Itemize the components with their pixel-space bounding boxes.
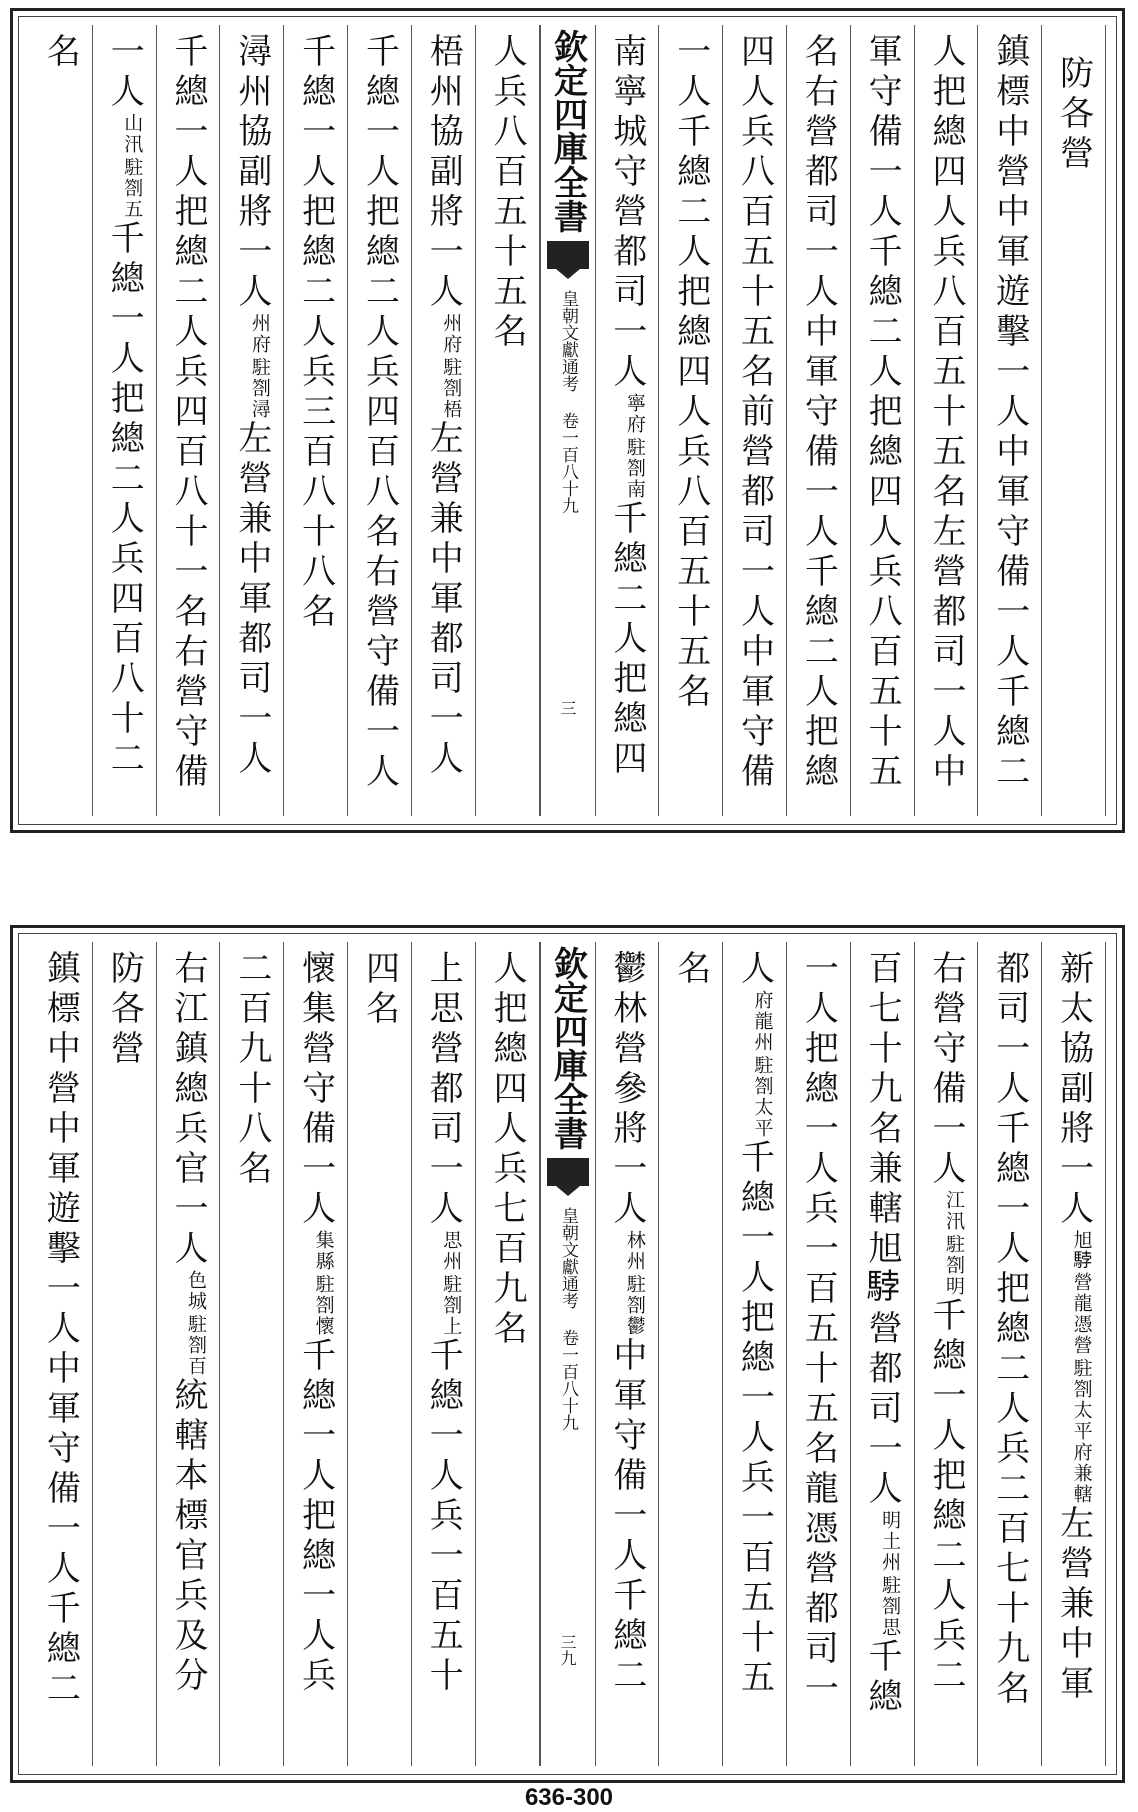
annotation-line: 色城 (185, 1270, 208, 1312)
annotation (879, 1510, 902, 1638)
gutter-subtitle: 皇朝文獻通考 卷一百八十九 (558, 290, 578, 514)
text-column (220, 942, 284, 1766)
annotation-line: 駐劄五 (121, 157, 144, 220)
column-main: 新太協副將一人 (1053, 950, 1094, 1230)
annotation (250, 313, 269, 420)
column-main: 右營守備一人 (925, 950, 966, 1190)
column-text: 都司一人千總一人把總二人兵二百七十九名 (989, 950, 1030, 1710)
text-column (915, 25, 979, 816)
annotation-line: 思州 (440, 1230, 463, 1272)
text-column (157, 942, 221, 1766)
column-text (295, 950, 336, 1697)
text-column (596, 25, 660, 816)
column-text: 防各營 (1053, 55, 1094, 175)
column-text (925, 950, 966, 1697)
text-column (596, 942, 660, 1766)
column-tail: 千總一人把總二人兵二 (925, 1297, 966, 1697)
text-column (412, 942, 476, 1766)
column-text: 一人把總一人兵一百五十五名龍憑營都司一 (798, 950, 839, 1710)
fishtail-mark (547, 241, 589, 269)
column-text (104, 33, 145, 780)
column-text: 一人千總二人把總四人兵八百五十五名 (670, 33, 711, 713)
text-column (29, 942, 93, 1766)
columns-bottom (29, 942, 1106, 1766)
book-gutter (540, 25, 596, 816)
text-column (978, 25, 1042, 816)
annotation-line: 州府 (248, 313, 271, 355)
column-text (862, 950, 903, 1718)
column-text: 人把總四人兵八百五十五名左營都司一人中 (925, 33, 966, 793)
column-text (606, 950, 647, 1697)
text-column (787, 25, 851, 816)
annotation-line: 山汛 (121, 113, 144, 155)
text-column (659, 942, 723, 1766)
book-gutter (540, 942, 596, 1766)
annotation-line: 寧府 (623, 393, 646, 435)
column-main: 右江鎮總兵官一人 (168, 950, 209, 1270)
fishtail-mark (547, 1158, 589, 1186)
page-bottom (10, 925, 1125, 1783)
text-column (1042, 25, 1106, 816)
annotation (121, 113, 144, 220)
column-main: 梧州協副將一人 (423, 33, 464, 313)
annotation-line: 駐劄上 (440, 1274, 463, 1337)
annotation-line: 駐劄潯 (248, 357, 271, 420)
text-column (476, 25, 540, 816)
column-tail: 左營兼中軍 (1053, 1505, 1094, 1705)
column-text: 二百九十八名 (231, 950, 272, 1190)
annotation-line: 駐劄梧 (440, 357, 463, 420)
annotation-line: 駐劄太平府兼轄 (1070, 1358, 1093, 1505)
column-tail: 左營兼中軍都司一人 (231, 420, 272, 780)
annotation-line: 駐劄懷 (312, 1274, 335, 1337)
text-column (348, 942, 412, 1766)
column-main: 上思營都司一人 (423, 950, 464, 1230)
annotation (944, 1190, 963, 1297)
column-tail: 千總二人把總四 (606, 500, 647, 780)
column-text: 千總一人把總二人兵四百八名右營守備一人 (359, 33, 400, 793)
column-tail: 千總一人把總一人兵 (295, 1337, 336, 1697)
annotation (753, 990, 772, 1139)
annotation (185, 1270, 208, 1377)
column-tail: 千總一人把總二人兵四百八十二 (104, 220, 145, 780)
column-text: 名 (40, 33, 81, 73)
column-main: 南寧城守營都司一人 (606, 33, 647, 393)
column-text (1053, 950, 1094, 1705)
text-column (284, 25, 348, 816)
column-tail: 中軍守備一人千總二 (606, 1337, 647, 1697)
text-column (851, 25, 915, 816)
text-column (412, 25, 476, 816)
page-top (10, 8, 1125, 833)
text-column (93, 25, 157, 816)
column-text: 名 (670, 950, 711, 990)
annotation (625, 393, 644, 500)
annotation-line: 駐劄太平 (751, 1055, 774, 1139)
annotation (625, 1230, 644, 1337)
annotation (1072, 1230, 1091, 1505)
text-column (978, 942, 1042, 1766)
column-main: 百七十九名兼轄旭𩣡營都司一人 (862, 950, 903, 1510)
column-tail: 千總一人兵一百五十 (423, 1337, 464, 1697)
annotation-line: 府龍州 (751, 990, 774, 1053)
columns-top (29, 25, 1106, 816)
annotation (314, 1230, 333, 1337)
column-main: 一人 (104, 33, 145, 113)
annotation-line: 駐劄思 (879, 1575, 902, 1638)
annotation-line: 明土州 (879, 1510, 902, 1573)
column-text: 千總一人把總二人兵三百八十八名 (295, 33, 336, 633)
annotation-line: 林州 (623, 1230, 646, 1272)
column-main: 懷集營守備一人 (295, 950, 336, 1230)
annotation-line: 江汛 (942, 1190, 965, 1232)
annotation-line: 州府 (440, 313, 463, 355)
scan-page-number: 636-300 (524, 1784, 614, 1811)
annotation-line: 駐劄鬱 (623, 1274, 646, 1337)
gutter-title: 欽定四庫全書 (547, 29, 588, 233)
gutter-title: 欽定四庫全書 (547, 946, 588, 1150)
column-text: 鎮標中營中軍遊擊一人中軍守備一人千總二 (989, 33, 1030, 793)
text-column (284, 942, 348, 1766)
text-column (723, 25, 787, 816)
text-column (157, 25, 221, 816)
column-tail: 左營兼中軍都司一人 (423, 420, 464, 780)
column-text: 鎮標中營中軍遊擊一人中軍守備一人千總二 (40, 950, 81, 1710)
annotation (440, 313, 463, 420)
annotation-line: 駐劄百 (185, 1314, 208, 1377)
text-column (1042, 942, 1106, 1766)
column-text: 防各營 (104, 950, 145, 1070)
text-column (915, 942, 979, 1766)
column-text: 人兵八百五十五名 (487, 33, 528, 353)
annotation (440, 1230, 463, 1337)
annotation-line: 旭𩣡營龍憑營 (1070, 1230, 1093, 1356)
text-column (93, 942, 157, 1766)
column-text (168, 950, 209, 1697)
gutter-page-number: 三九 (558, 1634, 577, 1666)
column-main: 鬱林營參將一人 (606, 950, 647, 1230)
column-tail: 統轄本標官兵及分 (168, 1377, 209, 1697)
column-text (423, 950, 464, 1697)
text-column (659, 25, 723, 816)
column-main: 人 (734, 950, 775, 990)
column-text: 人把總四人兵七百九名 (487, 950, 528, 1350)
text-column (787, 942, 851, 1766)
text-column (29, 25, 93, 816)
text-column (348, 25, 412, 816)
gutter-subtitle: 皇朝文獻通考 卷一百八十九 (558, 1207, 578, 1431)
column-text: 四名 (359, 950, 400, 1030)
column-text (423, 33, 464, 780)
column-text (231, 33, 272, 780)
column-text: 名右營都司一人中軍守備一人千總二人把總 (798, 33, 839, 793)
column-main: 潯州協副將一人 (231, 33, 272, 313)
column-text: 軍守備一人千總二人把總四人兵八百五十五 (862, 33, 903, 793)
gutter-page-number: 三 (558, 700, 577, 716)
column-text: 四人兵八百五十五名前營都司一人中軍守備 (734, 33, 775, 793)
text-column (723, 942, 787, 1766)
text-column (476, 942, 540, 1766)
annotation-line: 集縣 (312, 1230, 335, 1272)
column-text: 千總一人把總二人兵四百八十一名右營守備 (168, 33, 209, 793)
column-text (734, 950, 775, 1699)
column-text (606, 33, 647, 780)
annotation-line: 駐劄明 (942, 1234, 965, 1297)
text-column (851, 942, 915, 1766)
column-tail: 千總 (862, 1638, 903, 1718)
text-column (220, 25, 284, 816)
annotation-line: 駐劄南 (623, 437, 646, 500)
column-tail: 千總一人把總一人兵一百五十五 (734, 1139, 775, 1699)
